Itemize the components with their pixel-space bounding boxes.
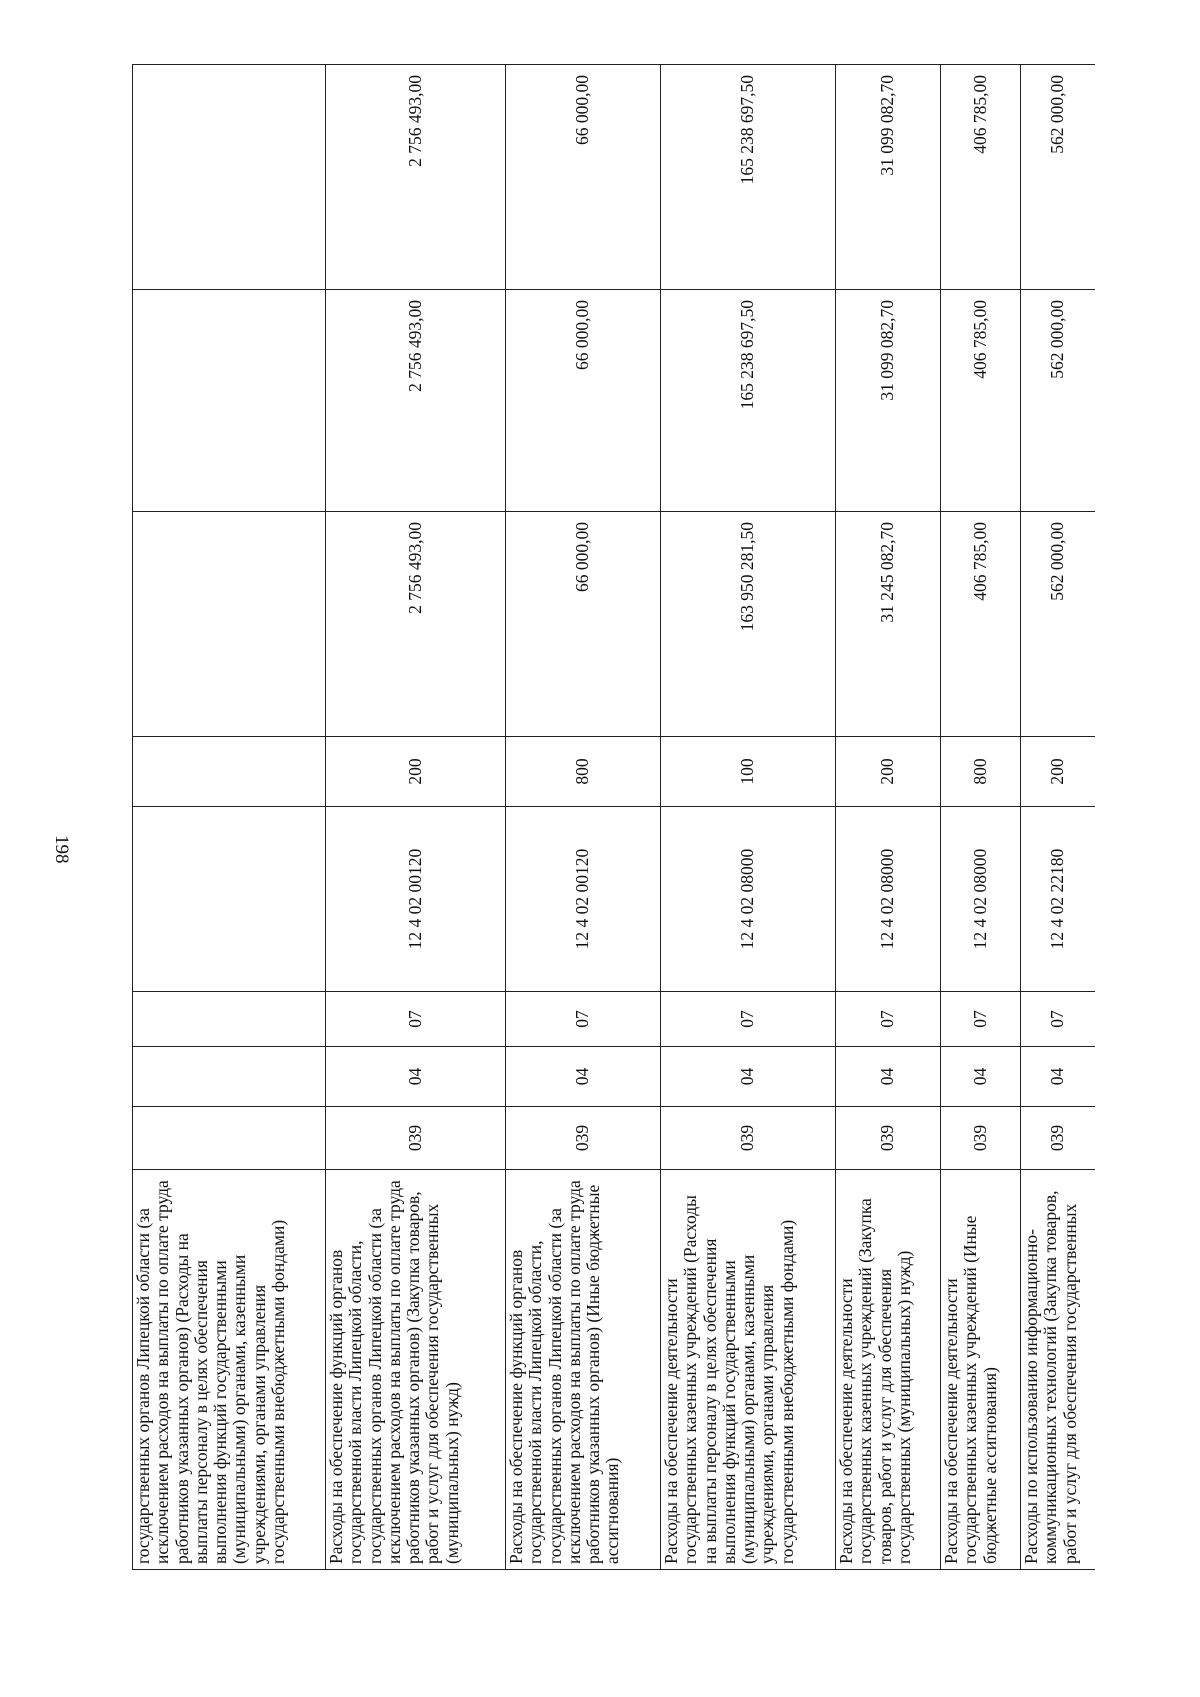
subsection-code: 07 xyxy=(506,992,661,1047)
expense-type-code: 200 xyxy=(326,737,506,807)
amount-year-1: 66 000,00 xyxy=(506,512,661,737)
table-row xyxy=(661,65,836,1570)
amount-year-3: 31 099 082,70 xyxy=(836,65,941,290)
table-row xyxy=(326,65,506,1570)
table-row xyxy=(836,65,941,1570)
row-name: Расходы на обеспечение деятельности государственных казенных учреждений (Закупка товаров, работ и услуг для обеспечения государственных (муниципальных) нужд) xyxy=(836,1170,941,1570)
gov-code: 039 xyxy=(506,1107,661,1170)
amount-year-2 xyxy=(133,290,326,512)
target-code: 12 4 02 08000 xyxy=(661,807,836,992)
gov-code: 039 xyxy=(941,1107,1021,1170)
table-row xyxy=(1021,65,1095,1570)
expense-type-code: 200 xyxy=(1021,737,1095,807)
expense-type-code xyxy=(133,737,326,807)
amount-year-3: 2 756 493,00 xyxy=(326,65,506,290)
amount-year-3: 165 238 697,50 xyxy=(661,65,836,290)
gov-code: 039 xyxy=(661,1107,836,1170)
amount-year-3: 66 000,00 xyxy=(506,65,661,290)
amount-year-3: 562 000,00 xyxy=(1021,65,1095,290)
expense-type-code: 800 xyxy=(941,737,1021,807)
table-row xyxy=(133,65,326,1570)
table-row xyxy=(941,65,1021,1570)
amount-year-3: 406 785,00 xyxy=(941,65,1021,290)
subsection-code: 07 xyxy=(326,992,506,1047)
row-name: Расходы на обеспечение функций органов государственной власти Липецкой области, государственных органов Липецкой области (за исключением расходов на выплаты по оплате труда работников указанных органов) (Иные бюджетные ассигнования) xyxy=(506,1170,661,1570)
amount-year-2: 562 000,00 xyxy=(1021,290,1095,512)
row-name: Расходы по использованию информационно-коммуникационных технологий (Закупка товаров, работ и услуг для обеспечения государственных xyxy=(1021,1170,1095,1570)
gov-code xyxy=(133,1107,326,1170)
target-code xyxy=(133,807,326,992)
target-code: 12 4 02 22180 xyxy=(1021,807,1095,992)
amount-year-1: 163 950 281,50 xyxy=(661,512,836,737)
amount-year-1: 406 785,00 xyxy=(941,512,1021,737)
gov-code: 039 xyxy=(326,1107,506,1170)
table-row xyxy=(506,65,661,1570)
section-code: 04 xyxy=(506,1047,661,1107)
amount-year-1: 2 756 493,00 xyxy=(326,512,506,737)
row-name: Расходы на обеспечение деятельности государственных казенных учреждений (Иные бюджетные ассигнования) xyxy=(941,1170,1021,1570)
row-name: Расходы на обеспечение функций органов государственной власти Липецкой области, государственных органов Липецкой области (за исключением расходов на выплаты по оплате труда работников указанных органов) (Закупка товаров, работ и услуг для обеспечения государственных (муниципальных) нужд) xyxy=(326,1170,506,1570)
subsection-code: 07 xyxy=(941,992,1021,1047)
amount-year-2: 66 000,00 xyxy=(506,290,661,512)
section-code: 04 xyxy=(1021,1047,1095,1107)
target-code: 12 4 02 08000 xyxy=(836,807,941,992)
section-code xyxy=(133,1047,326,1107)
amount-year-1: 31 245 082,70 xyxy=(836,512,941,737)
section-code: 04 xyxy=(661,1047,836,1107)
target-code: 12 4 02 00120 xyxy=(506,807,661,992)
amount-year-2: 165 238 697,50 xyxy=(661,290,836,512)
gov-code: 039 xyxy=(836,1107,941,1170)
expense-type-code: 800 xyxy=(506,737,661,807)
row-name: государственных органов Липецкой области (за исключением расходов на выплаты по оплате труда работников указанных органов) (Расходы на выплаты персоналу в целях обеспечения выполнения функций государственными (муниципальными) органами, казенными учреждениями, органами управления государственными внебюджетными фондами) xyxy=(133,1170,326,1570)
subsection-code: 07 xyxy=(1021,992,1095,1047)
target-code: 12 4 02 00120 xyxy=(326,807,506,992)
amount-year-2: 406 785,00 xyxy=(941,290,1021,512)
target-code: 12 4 02 08000 xyxy=(941,807,1021,992)
amount-year-1: 562 000,00 xyxy=(1021,512,1095,737)
budget-table xyxy=(132,64,1095,1570)
rotated-page-content xyxy=(132,65,1094,1570)
section-code: 04 xyxy=(941,1047,1021,1107)
subsection-code: 07 xyxy=(661,992,836,1047)
subsection-code: 07 xyxy=(836,992,941,1047)
amount-year-3 xyxy=(133,65,326,290)
amount-year-1 xyxy=(133,512,326,737)
section-code: 04 xyxy=(326,1047,506,1107)
section-code: 04 xyxy=(836,1047,941,1107)
page-number: 198 xyxy=(51,835,72,864)
gov-code: 039 xyxy=(1021,1107,1095,1170)
subsection-code xyxy=(133,992,326,1047)
amount-year-2: 2 756 493,00 xyxy=(326,290,506,512)
expense-type-code: 100 xyxy=(661,737,836,807)
amount-year-2: 31 099 082,70 xyxy=(836,290,941,512)
expense-type-code: 200 xyxy=(836,737,941,807)
row-name: Расходы на обеспечение деятельности государственных казенных учреждений (Расходы на выплаты персоналу в целях обеспечения выполнения функций государственными (муниципальными) органами, казенными учреждениями, органами управления государственными внебюджетными фондами) xyxy=(661,1170,836,1570)
